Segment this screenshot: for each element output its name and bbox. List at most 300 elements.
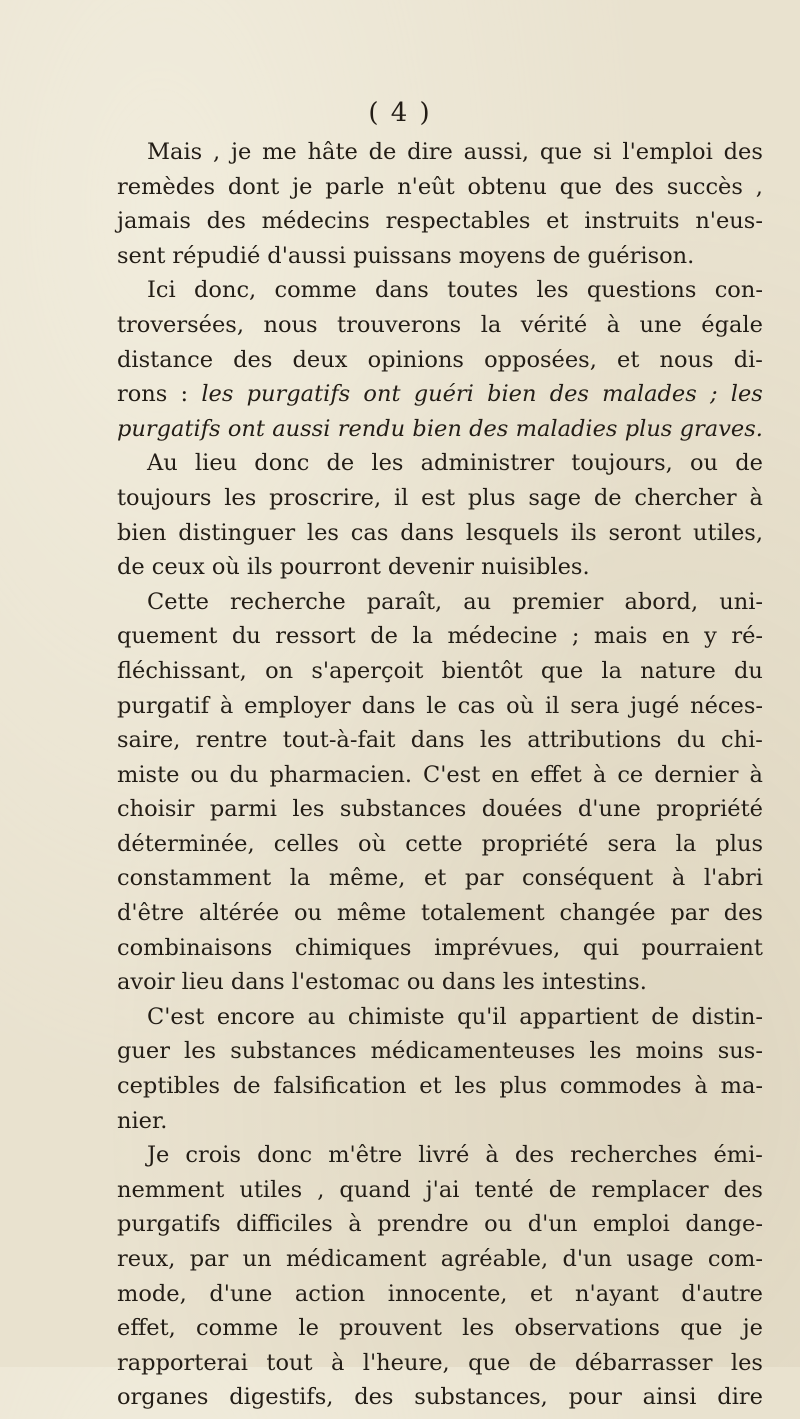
word: on: [265, 657, 294, 684]
word: lesquels: [465, 519, 559, 546]
word: remèdes: [117, 173, 215, 200]
word: recherche: [230, 588, 346, 615]
word: de: [548, 1176, 577, 1203]
word: prouvent: [339, 1315, 442, 1342]
word: rendu: [337, 415, 406, 442]
word: n'ayant: [575, 1280, 659, 1307]
word: premier: [512, 588, 604, 615]
word: où: [211, 554, 240, 581]
word: les: [479, 727, 512, 754]
word: tout: [266, 1349, 313, 1376]
word: rons: [117, 381, 168, 408]
word: à: [485, 1142, 499, 1169]
word: Cette: [147, 588, 209, 615]
word: observations: [514, 1315, 660, 1342]
word: sage: [528, 484, 582, 511]
word: sera: [607, 830, 657, 857]
body-text: [117, 139, 763, 1419]
word: de: [552, 242, 581, 269]
word: la: [480, 311, 502, 338]
word: pharmacien.: [269, 761, 413, 788]
word: malades: [602, 381, 697, 408]
word: d'un: [562, 1246, 613, 1272]
word: plus: [467, 484, 516, 511]
word: substances,: [414, 1384, 548, 1411]
word: les: [462, 1315, 495, 1342]
word: employer: [244, 692, 351, 719]
word: bien: [117, 519, 167, 546]
word: médicament: [285, 1246, 427, 1272]
text-line: [117, 347, 763, 382]
word: plus: [624, 415, 673, 442]
word: une: [639, 311, 682, 338]
word: puissans: [353, 242, 452, 269]
word: ils: [570, 519, 597, 546]
word: dire: [717, 1384, 763, 1411]
word: même: [336, 900, 407, 927]
word: les: [184, 1038, 217, 1065]
word: con-: [714, 277, 763, 304]
text-line: [117, 796, 763, 831]
word: opinions: [367, 346, 464, 373]
word: purgatifs: [117, 415, 221, 442]
word: paraît,: [366, 588, 443, 615]
word: administrer: [420, 450, 555, 477]
word: les: [730, 1349, 763, 1376]
word: que: [540, 657, 584, 684]
word: ont: [227, 415, 265, 442]
word: par: [464, 865, 504, 892]
word: nemment: [117, 1176, 225, 1203]
word: ou: [293, 900, 323, 927]
word: ,: [755, 173, 763, 200]
word: chi-: [721, 727, 763, 754]
word: saire,: [117, 727, 181, 754]
word: aussi,: [463, 139, 530, 165]
word: ;: [710, 381, 718, 408]
word: ma-: [720, 1073, 763, 1100]
word: ressort: [275, 623, 356, 650]
word: plus: [715, 830, 763, 857]
text-line: [117, 831, 763, 866]
word: nous: [263, 311, 318, 338]
word: les: [224, 484, 257, 511]
word: n'eût: [397, 173, 455, 200]
word: au: [307, 1003, 336, 1030]
word: purgatifs: [117, 1211, 221, 1238]
word: l'emploi: [622, 139, 713, 165]
word: graves.: [679, 415, 763, 442]
word: par: [670, 900, 709, 927]
page-number: ( 4 ): [368, 98, 432, 128]
word: toutes: [447, 277, 519, 304]
word: à: [671, 865, 686, 892]
word: Je: [147, 1142, 170, 1169]
word: ont: [363, 381, 401, 408]
text-line: [117, 485, 763, 520]
word: l'estomac: [291, 969, 400, 996]
word: difficiles: [236, 1211, 333, 1238]
word: avoir: [117, 969, 175, 996]
word: C'est: [147, 1003, 205, 1030]
word: jamais: [117, 208, 191, 235]
word: action: [294, 1280, 366, 1307]
word: ,: [317, 1176, 325, 1203]
text-line: [117, 312, 763, 347]
word: de: [117, 554, 145, 581]
word: dont: [227, 173, 280, 200]
word: à: [749, 761, 763, 788]
word: jugé: [630, 692, 680, 719]
word: nous: [659, 346, 714, 373]
word: des: [723, 1176, 763, 1203]
word: nier.: [117, 1107, 168, 1134]
word: médecine: [447, 623, 558, 650]
word: troversées,: [117, 311, 245, 338]
word: seront: [608, 519, 682, 546]
word: la: [601, 657, 623, 684]
word: donc: [257, 1142, 313, 1169]
word: ceux: [151, 554, 205, 581]
word: du: [676, 727, 706, 754]
word: les: [306, 519, 339, 546]
word: nature: [640, 657, 716, 684]
text-line: [117, 1108, 763, 1143]
word: d'une: [209, 1280, 273, 1307]
word: ainsi: [642, 1384, 697, 1411]
text-line: [117, 1073, 763, 1108]
word: y: [704, 623, 717, 650]
word: répudié: [172, 242, 261, 269]
word: dans: [374, 277, 429, 304]
word: respectables: [385, 208, 531, 235]
word: bien: [412, 415, 462, 442]
word: conséquent: [522, 865, 654, 892]
word: des: [549, 381, 589, 408]
word: livré: [418, 1142, 470, 1169]
word: la: [675, 830, 697, 857]
text-line: [117, 1350, 763, 1385]
text-line: [117, 935, 763, 970]
word: innocente,: [387, 1280, 508, 1307]
word: guer: [117, 1038, 170, 1065]
word: des: [233, 346, 273, 373]
word: de: [368, 139, 397, 165]
word: quement: [117, 623, 218, 650]
word: la: [289, 865, 311, 892]
word: douées: [481, 796, 563, 823]
word: Ici: [147, 277, 176, 304]
word: parmi: [209, 796, 277, 823]
word: com-: [707, 1246, 763, 1272]
word: qui: [582, 934, 619, 961]
word: chercher: [634, 484, 737, 511]
word: à: [348, 1211, 362, 1238]
word: où: [506, 692, 535, 719]
word: que: [539, 139, 583, 165]
word: lieu: [194, 450, 238, 477]
word: déterminée,: [117, 830, 255, 857]
word: du: [229, 761, 259, 788]
word: abord,: [624, 588, 699, 615]
word: dans: [441, 969, 496, 996]
word: à: [694, 1073, 708, 1100]
word: moyens: [458, 242, 546, 269]
word: de: [651, 1003, 679, 1030]
word: à: [606, 311, 621, 338]
word: distinguer: [178, 519, 296, 546]
word: les: [502, 969, 535, 996]
word: cette: [405, 830, 463, 857]
text-line: [117, 450, 763, 485]
word: les: [371, 450, 404, 477]
word: dans: [230, 969, 285, 996]
word: distance: [117, 346, 214, 373]
word: et: [423, 865, 447, 892]
word: dans: [361, 692, 416, 719]
text-line: [117, 243, 763, 278]
word: hâte: [307, 139, 358, 165]
word: dire: [407, 139, 453, 165]
word: est: [421, 484, 456, 511]
word: où: [358, 830, 387, 857]
word: succès: [666, 173, 743, 200]
word: uni-: [719, 588, 763, 615]
word: imprévues,: [434, 934, 561, 961]
word: appartient: [519, 1003, 639, 1030]
word: des: [469, 415, 509, 442]
word: je: [230, 139, 252, 165]
word: un: [242, 1246, 272, 1272]
text-line: [117, 416, 763, 451]
word: utiles,: [693, 519, 763, 546]
text-line: [117, 1211, 763, 1246]
word: d'une: [577, 796, 641, 823]
word: purgatif: [117, 692, 210, 719]
word: sus-: [717, 1038, 763, 1065]
word: ou: [190, 761, 219, 788]
word: tout-à-fait: [282, 727, 396, 754]
text-line: [117, 1281, 763, 1316]
word: agréable,: [440, 1246, 549, 1272]
word: mais: [593, 623, 648, 650]
word: digestifs,: [229, 1384, 334, 1411]
word: et: [530, 1280, 553, 1307]
word: dange-: [685, 1211, 763, 1238]
word: l'abri: [703, 865, 763, 892]
word: substances: [339, 796, 467, 823]
word: emploi: [592, 1211, 670, 1238]
word: ou: [484, 1211, 513, 1238]
word: des: [614, 173, 654, 200]
text-line: [117, 623, 763, 658]
word: instruits: [584, 208, 680, 235]
word: vérité: [520, 311, 588, 338]
word: les: [292, 796, 325, 823]
word: Mais: [147, 139, 203, 165]
word: ou: [689, 450, 719, 477]
word: à: [749, 484, 763, 511]
word: des: [723, 900, 763, 927]
word: purgatifs: [246, 381, 351, 408]
word: donc,: [194, 277, 257, 304]
word: :: [180, 381, 189, 408]
text-line: [117, 1384, 763, 1419]
word: ré-: [731, 623, 763, 650]
word: par: [189, 1246, 229, 1272]
word: que: [468, 1349, 511, 1376]
word: plus: [499, 1073, 548, 1100]
word: d'être: [117, 900, 185, 927]
word: remplacer: [591, 1176, 709, 1203]
word: distin-: [691, 1003, 763, 1030]
word: quand: [339, 1176, 411, 1203]
word: substances: [230, 1038, 357, 1065]
word: pour: [568, 1384, 622, 1411]
word: effet,: [117, 1315, 176, 1342]
word: effet: [530, 761, 582, 788]
word: il: [393, 484, 409, 511]
word: et: [419, 1073, 442, 1100]
word: Au: [147, 450, 178, 477]
text-line: [117, 554, 763, 589]
text-line: [117, 520, 763, 555]
text-line: [117, 658, 763, 693]
text-line: [117, 969, 763, 1004]
word: les: [536, 277, 569, 304]
word: mode,: [117, 1280, 187, 1307]
word: la: [412, 623, 433, 650]
word: d'autre: [681, 1280, 763, 1307]
word: changée: [559, 900, 656, 927]
word: commodes: [559, 1073, 682, 1100]
word: de: [326, 450, 355, 477]
word: maladies: [515, 415, 618, 442]
word: choisir: [117, 796, 195, 823]
word: altérée: [198, 900, 280, 927]
word: que: [559, 173, 602, 200]
word: débarrasser: [574, 1349, 713, 1376]
word: qu'il: [457, 1003, 507, 1030]
word: usage: [626, 1246, 694, 1272]
word: m'être: [328, 1142, 403, 1169]
word: d'aussi: [267, 242, 347, 269]
word: néces-: [690, 692, 763, 719]
word: sent: [117, 242, 166, 269]
word: ceptibles: [117, 1073, 221, 1100]
word: le: [426, 692, 447, 719]
word: fléchissant,: [117, 657, 247, 684]
word: de: [370, 623, 398, 650]
word: trouverons: [337, 311, 462, 338]
word: s'aperçoit: [311, 657, 424, 684]
text-line: [117, 727, 763, 762]
word: comme: [274, 277, 357, 304]
word: tenté: [474, 1176, 534, 1203]
word: donc: [254, 450, 310, 477]
text-line: [117, 1177, 763, 1212]
word: rapporterai: [117, 1349, 249, 1376]
text-line: [117, 693, 763, 728]
word: l'heure,: [362, 1349, 450, 1376]
text-line: [117, 208, 763, 243]
word: il: [544, 692, 560, 719]
word: cas: [457, 692, 496, 719]
word: guéri: [413, 381, 474, 408]
word: en: [491, 761, 520, 788]
text-line: [117, 1038, 763, 1073]
text-line: [117, 277, 763, 312]
text-line: [117, 139, 763, 174]
word: les: [454, 1073, 487, 1100]
word: les: [730, 381, 763, 408]
word: émi-: [713, 1142, 763, 1169]
text-line: [117, 381, 763, 416]
word: opposées,: [484, 346, 597, 373]
word: ou: [406, 969, 435, 996]
word: à: [219, 692, 234, 719]
word: des: [723, 139, 763, 165]
word: organes: [117, 1384, 209, 1411]
word: crois: [185, 1142, 242, 1169]
word: du: [734, 657, 763, 684]
word: encore: [216, 1003, 295, 1030]
word: pourraient: [641, 934, 763, 961]
word: moins: [635, 1038, 704, 1065]
text-line: [117, 1246, 763, 1281]
text-line: [117, 1142, 763, 1177]
word: questions: [586, 277, 697, 304]
word: les: [201, 381, 234, 408]
word: je: [742, 1315, 763, 1342]
word: prendre: [377, 1211, 469, 1238]
word: n'eus-: [695, 208, 763, 235]
text-line: [117, 589, 763, 624]
text-line: [117, 865, 763, 900]
word: celles: [273, 830, 339, 857]
word: ils: [246, 554, 273, 581]
word: nuisibles.: [481, 554, 590, 581]
word: les: [589, 1038, 622, 1065]
word: j'ai: [425, 1176, 460, 1203]
word: le: [298, 1315, 319, 1342]
word: égale: [701, 311, 763, 338]
text-line: [117, 900, 763, 935]
word: proscrire,: [269, 484, 382, 511]
word: du: [231, 623, 261, 650]
word: dans: [400, 519, 455, 546]
word: deux: [292, 346, 348, 373]
word: de: [735, 450, 763, 477]
word: miste: [117, 761, 180, 788]
word: lieu: [181, 969, 224, 996]
word: que: [680, 1315, 723, 1342]
word: attributions: [527, 727, 662, 754]
word: recherches: [570, 1142, 698, 1169]
word: et: [617, 346, 640, 373]
word: des: [354, 1384, 394, 1411]
word: ;: [571, 623, 580, 650]
word: médicamenteuses: [370, 1038, 576, 1065]
word: et: [546, 208, 569, 235]
word: pourront: [279, 554, 381, 581]
word: rentre: [195, 727, 268, 754]
word: ce: [617, 761, 644, 788]
word: même,: [328, 865, 406, 892]
word: propriété: [481, 830, 589, 857]
word: utiles: [239, 1176, 303, 1203]
word: chimiques: [294, 934, 412, 961]
